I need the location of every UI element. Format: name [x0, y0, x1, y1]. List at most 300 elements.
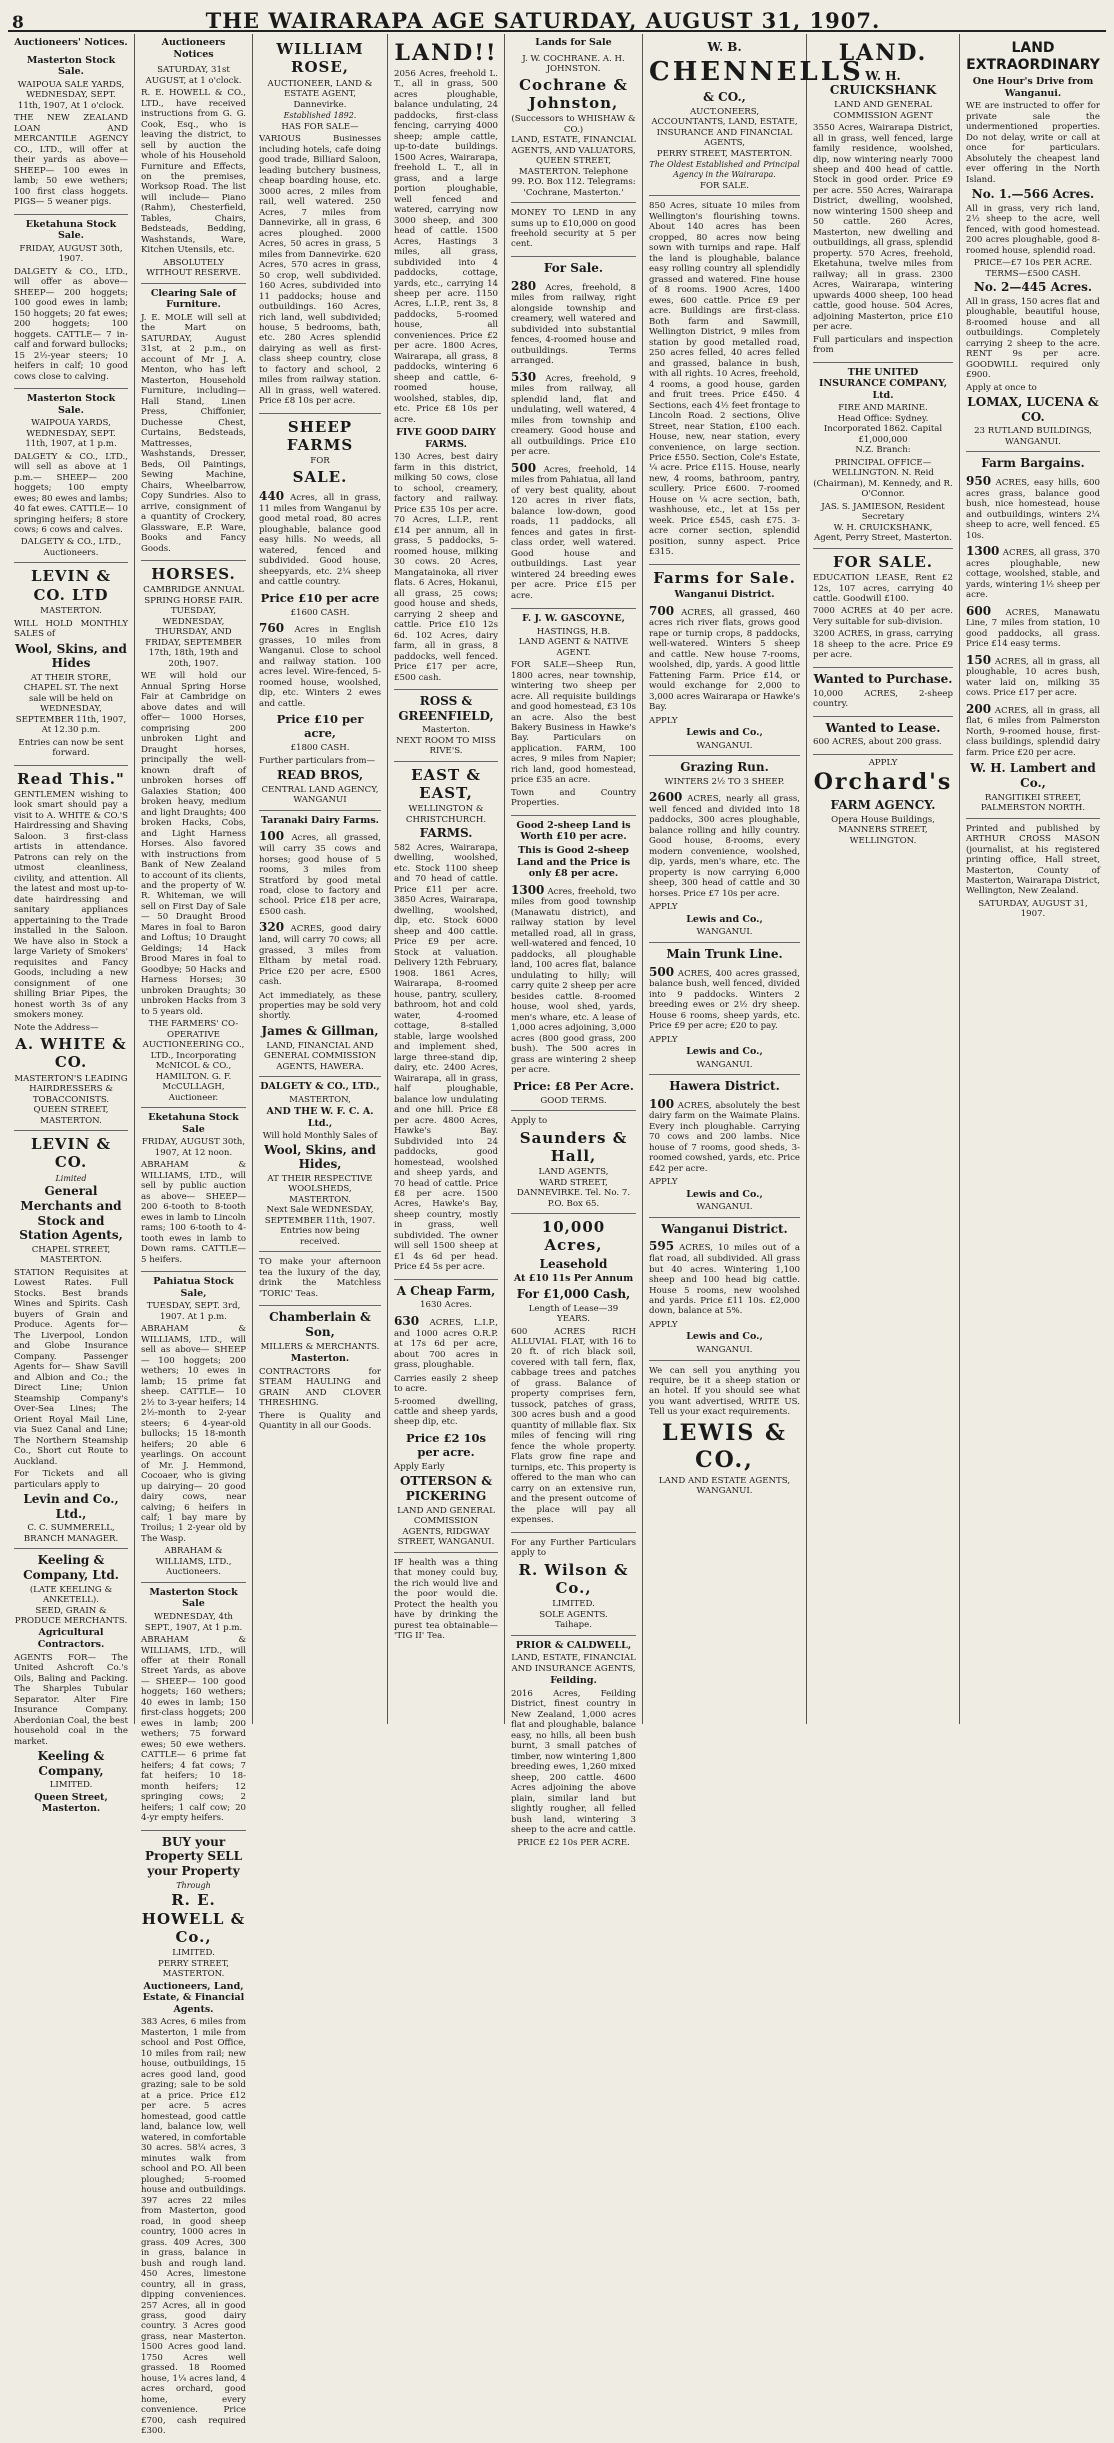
- ad-heading: LEVIN & CO. LTD: [30, 567, 112, 604]
- ad-title2: SALE.: [292, 467, 348, 486]
- ad-body: 3550 Acres, Wairarapa District, all in grass, well fenced, large family residence, woolshed, dip, now wintering nearly 7000 sheep and 400 head of cattle. Stock in good order. Price £9 per acre. 550 Acres, Wairarapa District, dwelling, woolshed, now wintering 1500 sheep and 50 cattle. 260 Acres, Masterton, new dwelling and outbuildings, all grass, splendid property. 570 Acres, freehold, Eketahuna, twelve miles from railway; all in grass. 2300 Acres, Wairarapa, wintering upwards 4000 sheep, 100 head cattle, good house. 504 Acres, adjoining Masterton, price £10 per acre.: [813, 123, 953, 333]
- ad-lead: General Merchants and Stock and Station Agents,: [19, 1184, 123, 1243]
- ad-address: QUEEN STREET, MASTERTON. Telephone 99. P.O. Box 112. Telegrams: 'Cochrane, Masterton.': [511, 156, 636, 198]
- ad-date: TUESDAY, WEDNESDAY, THURSDAY, AND FRIDAY, SEPTEMBER 17th, 18th, 19th and 20th, 1907.: [145, 606, 242, 669]
- ad-howell-furniture-sale: [141, 62, 246, 284]
- ad-address: WARD STREET, DANNEVIRKE. Tel. No. 7. P.O. Box 65.: [516, 1177, 631, 1209]
- ad-tig-tea: [394, 1553, 498, 1648]
- ad-lead: Auctioneers, Land, Estate, & Financial Agents.: [142, 1980, 245, 2015]
- ad-body: AT THEIR STORE, CHAPEL ST. The next sale will be held on WEDNESDAY, SEPTEMBER 11th, 1907, At 12.30 p.m.: [15, 672, 127, 736]
- ad-heading: THE UNITED INSURANCE COMPANY, Ltd.: [818, 366, 948, 401]
- ad-body: AGENTS FOR— The United Ashcroft Co.'s Oils, Baling and Packing. The Sharples Tubular Separator. Alter Fire Insurance Company. Aberdonian Coal, the best household coal in the market.: [14, 1652, 128, 1747]
- ad-body: ABRAHAM & WILLIAMS, LTD., will sell by public auction as above— SHEEP— 200 6-tooth to 8-tooth ewes in lamb to Lincoln rams; 100 6-tooth to 4-tooth ewes in lamb to Down rams. CATTLE— 5 heifers.: [141, 1160, 246, 1265]
- listing-text: ACRES, 400 acres grassed, balance bush, well fenced, divided into 9 paddocks. Winters 2 breeding ewes or 2½ dry sheep. House 6 rooms, sheep yards, etc. Price £9 per acre; £20 to pay.: [649, 968, 800, 1032]
- ad-note: For Tickets and all particulars apply to: [14, 1469, 128, 1490]
- listing: [259, 829, 381, 917]
- ad-note: NEXT ROOM TO MISS RIVE'S.: [396, 735, 496, 757]
- ad-chennells: [649, 36, 864, 196]
- ad-note: Town and Country Properties.: [511, 787, 636, 809]
- ad-masterton-stock-sale-dalgety: [14, 389, 128, 563]
- ad-address: WANGANUI.: [696, 1059, 753, 1070]
- ad-land-extraordinary: [966, 36, 1100, 452]
- ad-good-2-sheep-land: [511, 816, 636, 1111]
- ad-masterton-stock-sale-aw: [141, 1583, 246, 1831]
- listing: [649, 604, 800, 713]
- listing: [649, 1239, 800, 1317]
- ad-r-wilson: [511, 1533, 636, 1636]
- ad-heading: Eketahuna Stock Sale.: [25, 218, 117, 242]
- ad-heading: Taranaki Dairy Farms.: [261, 814, 379, 826]
- listing: [649, 790, 800, 899]
- ad-toric-tea: [259, 1252, 381, 1306]
- listing-text: ACRES, absolutely the best dairy farm on the Waimate Plains. Every inch ploughable. Carrying 70 cows and 200 lambs. Nice house of 7 rooms, good sheds, 3-roomed cowshed, yards, etc. Price £42 per acre.: [649, 1100, 800, 1174]
- ad-body: WE are instructed to offer for private sale the undermentioned properties. Do not delay, write or call at once for particulars. Absolutely the cheapest land ever offering in the North Island.: [966, 101, 1100, 185]
- listing-text: ACRES, all grass, 370 acres ploughable, new cottage, woolshed, stable, and yards, wintering 1½ sheep per acre.: [966, 548, 1101, 601]
- ad-address: Taihape.: [555, 1620, 592, 1631]
- ad-sub2: LIMITED.: [49, 1780, 93, 1791]
- ad-sub: Limited: [55, 1173, 87, 1183]
- ad-date: FRIDAY, AUGUST 30th, 1907, At 12 noon.: [141, 1137, 246, 1158]
- ad-read-this-white-co: [14, 766, 128, 1131]
- ad-cheap-farm: [394, 1280, 498, 1553]
- ad-body: THE NEW ZEALAND LOAN AND MERCANTILE AGENCY CO., LTD., will offer at their yards as above— SHEEP— 100 ewes in lamb; 50 ewe wethers; 100 first class hoggets. PIGS— 5 weaner pigs.: [14, 113, 128, 208]
- ad-address: QUEEN STREET, MASTERTON.: [33, 1105, 109, 1126]
- printer-imprint: [966, 819, 1100, 924]
- ad-heading: F. J. W. GASCOYNE,: [522, 613, 625, 625]
- ad-address: CENTRAL LAND AGENCY, WANGANUI: [261, 784, 379, 806]
- ad-sub: (LATE KEELING & ANKETELL).: [29, 1584, 113, 1606]
- ad-note: Entries now being received.: [280, 1226, 360, 1247]
- ad-gascoyne: [511, 609, 636, 816]
- ad-body: EDUCATION LEASE, Rent £2 12s, 107 acres, carrying 40 cattle. Goodwill £100.: [813, 573, 953, 604]
- ad-name2: AND THE W. F. C. A. Ltd.,: [266, 1106, 374, 1129]
- ad-address: Masterton.: [290, 1353, 350, 1365]
- listing: [649, 965, 800, 1032]
- ad-note: Apply at once to: [966, 382, 1037, 393]
- listing-acres: 500: [511, 460, 537, 475]
- ad-heading: Keeling & Company, Ltd.: [23, 1553, 119, 1582]
- ad-note: APPLY: [649, 1177, 678, 1188]
- ad-note: Note the Address—: [14, 1022, 99, 1033]
- ad-sub: (Successors to WHISHAW & CO.): [511, 114, 636, 135]
- ad-name: James & Gillman,: [261, 1023, 379, 1038]
- ad-note: Apply to: [511, 1116, 548, 1127]
- ad-note: The Oldest Established and Principal Agency in the Wairarapa.: [649, 160, 800, 180]
- ad-note: Carries easily 2 sheep to acre.: [394, 1373, 498, 1395]
- ad-body: 2056 Acres, freehold L. T., all in grass, 500 acres ploughable, balance undulating, 24 paddocks, first-class fencing, carrying 4000 sheep; ample cattle, up-to-date buildings. 1500 Acres, Wairarapa, freehold L. T., all in grass, and a large portion ploughable, well fenced and watered, carrying now 3000 sheep, and 300 head of cattle. 1500 Acres, Hastings 3 miles, all grass, subdivided into 4 paddocks, cottage, yards, etc., carrying 14 sheep per acre. 1150 Acres, L.I.P., rent 3s, 8 paddocks, 5-roomed house, all conveniences. Price £2 per acre. 1800 Acres, Wairarapa, all grass, 8 paddocks, wintering 6 sheep and cattle, 6-roomed house, woolshed, stables, dip, etc. Price £8 10s per acre.: [394, 68, 498, 425]
- ad-sub: LAND, ESTATE, FINANCIAL AND INSURANCE AGENTS,: [511, 1653, 636, 1674]
- listing-acres: 200: [966, 701, 992, 716]
- ad-united-insurance: [813, 363, 953, 549]
- ad-heading: EAST & EAST,: [411, 765, 481, 803]
- listing-acres: 595: [649, 1239, 675, 1254]
- ad-name: Lewis and Co.,: [686, 1188, 763, 1200]
- listing-acres: 440: [259, 489, 285, 504]
- ad-name: W. H. CRUICKSHANK,: [833, 522, 933, 533]
- ad-farm-bargains: [966, 452, 1100, 818]
- ad-wanted-to-lease: [813, 717, 953, 755]
- ad-address: LAND AND GENERAL COMMISSION AGENTS, RIDGWAY STREET, WANGANUI.: [397, 1505, 495, 1548]
- ad-note: APPLY: [649, 902, 678, 913]
- ad-address: PALMERSTON NORTH.: [980, 803, 1086, 814]
- ad-lead: AUCT.ONEERS,: [689, 106, 760, 117]
- ad-sub: Wanganui District.: [674, 589, 775, 601]
- ad-note: APPLY: [649, 1034, 678, 1045]
- ad-ross-greenfield: [394, 690, 498, 762]
- ad-date: WAIPOUA YARDS, WEDNESDAY, SEPT. 11th, 1907, at 1 p.m.: [25, 418, 117, 450]
- ad-lewis-co: [649, 1361, 800, 1501]
- listing: [511, 279, 636, 367]
- ad-heading: Farms for Sale.: [653, 568, 796, 587]
- ad-sub: WINTERS 2½ TO 3 SHEEP.: [664, 776, 785, 787]
- ad-lead: Wool, Skins, and Hides: [15, 641, 127, 671]
- ad-sub2: LIMITED.: [172, 1948, 215, 1959]
- ad-sub: This is Good 2-sheep Land and the Price is only £8 per acre.: [516, 845, 631, 880]
- ad-signature: JAS. S. JAMIESON, Resident Secretary: [821, 501, 945, 523]
- listing-text: ACRES, all in grass, all ploughable, 10 acres bush, water laid on, milking 35 cows. Price £17 per acre.: [966, 656, 1100, 699]
- ad-place: MASTERTON.: [40, 606, 102, 617]
- ad-heading: Chamberlain & Son,: [269, 1310, 371, 1339]
- listing: [966, 702, 1100, 759]
- listing-text: Acres, freehold, 14 miles from Pahiatua, all land of very best quality, about 120 acres in river flats, balance low-down, good roads, 11 paddocks, all fences and gates in first-class order, well watered. Good house and outbuildings. Last year wintered 24 breeding ewes per acre. Price £15 per acre.: [511, 464, 636, 601]
- ad-body: ABRAHAM & WILLIAMS, LTD., will sell as above— SHEEP— 100 hoggets; 200 wethers; 10 ewes in lamb; 15 prime fat sheep. CATTLE— 10 2½ to 3-year heifers; 14 2½-month to 2-year steers; 6 4-year-old bullocks; 15 18-month heifers; 20 able 6 yearlings. On account of Mr. J. Hemmond, Cocoaer, who is giving up dairying— 20 good dairy cows, near calving; 6 heifers in calf; 1 bay mare by Troilus; 1 2-year old by The Wasp.: [141, 1324, 246, 1544]
- ad-lead: SEED, GRAIN & PRODUCE MERCHANTS.: [14, 1605, 128, 1626]
- ad-name: Levin and Co., Ltd.,: [23, 1492, 119, 1521]
- ad-note: APPLY: [649, 1319, 678, 1330]
- ad-masterton-stock-sale-nzlma: [14, 51, 128, 215]
- ad-heading: 10,000 Acres,: [541, 1218, 606, 1255]
- ad-note2: Apply Early: [394, 1461, 445, 1472]
- listing-acres: 600: [966, 603, 992, 618]
- ad-body: GENTLEMEN wishing to look smart should pay a visit to A. WHITE & CO.'S Hairdressing and Shaving Saloon. 3 first-class artists in attendance. Patrons can rely on the utmost cleanliness, civility, and attention. All the latest and most up-to-date hairdressing and sanitary appliances appertaining to the Trade installed in the Saloon. We have also in Stock a large Variety of Smokers' requisites and Fancy Goods, including a new consignment of one shilling Briar Pipes, the honest worth 3s of any smokers money.: [14, 789, 128, 1021]
- ad-price: Price £10 per acre: [260, 590, 380, 605]
- ad-address: Feilding.: [550, 1675, 597, 1687]
- ad-price: Price £10 per acre,: [276, 712, 364, 741]
- ad-name: W. H. Lambert and Co.,: [970, 761, 1096, 790]
- ad-note: For any Further Particulars apply to: [511, 1537, 636, 1559]
- ad-sub: LAND AGENTS,: [538, 1167, 609, 1178]
- ad-heading: LAND.: [838, 40, 928, 66]
- ad-body: STATION Requisites at Lowest Rates. Full Stocks. Best brands Wines and Spirits. Cash buyers of Grain and Produce. Agents for— The Liverpool, London and Globe Insurance Company. Passenger Agents for— Shaw Savill and Albion and Co.; the Direct Line; Union Steamship Company's Over-Sea Lines; The Orient Royal Mail Line, via Suez Canal and Line; The Northern Steamship Co., Short cut Route to Auckland.: [14, 1267, 128, 1467]
- ad-body: 383 Acres, 6 miles from Masterton, 1 mile from school and Post Office, 10 miles from rail; new house, outbuildings, 15 acres good land, good grazing; sale to be sold at a price. Price £12 per acre. 5 acres homestead, good cattle land, balance low, well watered, in comfortable 30 acres. 58¼ acres, 3 minutes walk from school and P.O. All been ploughed; 5-roomed house and outbuildings. 397 acres 22 miles from Masterton, good road, in good sheep country, 1000 acres in grass. 409 Acres, 300 in grass, balance in bush and rough land. 450 Acres, limestone country, all in grass, dipping conveniences. 257 Acres, all in good grass, good dairy country. 3 Acres good grass, near Masterton. 1500 Acres good land. 1750 Acres well grassed. 18 Roomed house, 1¼ acres land, 4 acres orchard, good home, every convenience. Price £700, cash required £300.: [141, 2017, 246, 2437]
- listing-text: ACRES, all grassed, 460 acres rich river flats, grows good rape or turnip crops, 8 paddocks, well-watered. Winters 5 sheep and cattle. New house 7-rooms, woolshed, dip, yards. A good little Fattening Farm. Price £14, or would exchange for 2,000 to 3,000 acres Wairarapa or Hawke's Bay.: [649, 607, 801, 713]
- ad-sub: AUCTIONEER, LAND & ESTATE AGENT, Dannevirke.: [267, 78, 373, 110]
- ad-dalgety-wool-sales: [259, 1077, 381, 1252]
- ad-sub: WELLINGTON & CHRISTCHURCH.: [405, 804, 487, 825]
- ad-body: 600 ACRES RICH ALLUVIAL FLAT, with 16 to 20 ft. of rich black soil, covered with tall fern, flax, cabbage trees and patches of grass. Balance of property comprises fern, tussock, patches of grass, 300 acres bush and a good quantity of millable flax. Six miles of fencing will ring fence the whole property. Flats grow fine rape and turnips, etc. This property is offered to the man who can carry on an extensive run, and the present outcome of the place will pay all expenses.: [511, 1326, 636, 1526]
- ad-sub: HASTINGS, H.B.: [536, 626, 611, 637]
- listing-acres: 630: [394, 1313, 420, 1328]
- imprint-date: SATURDAY, AUGUST 31, 1907.: [978, 898, 1088, 920]
- column-3: [253, 34, 388, 1724]
- ad-date: SATURDAY, 31st AUGUST, at 1 o'clock.: [145, 65, 242, 86]
- ad-body: We can sell you anything you require, be it a sheep station or an hotel. If you should see what you want advertised, WRITE US. Tell us your exact requirements.: [649, 1365, 800, 1418]
- ad-price: For £1,000 Cash,: [516, 1286, 631, 1301]
- ad-saunders-hall: [511, 1111, 636, 1214]
- ad-body: WE will hold our Annual Spring Horse Fair at Cambridge on above dates and will offer— 1000 Horses, comprising 200 unbroken Light and Draught horses, principally the well-known draft of unbroken horses off Galaxies Station; 400 broken heavy, medium and light Draughts; 400 broken Hacks, Cobs, and Light Harness Horses. Also favored with instructions from Bank of New Zealand to account of its clients, and the property of W. R. Whiteman, we will sell on First Day of Sale— 50 Draught Brood Mares in foal to Baron and Loftus; 10 Draught Geldings; 14 Hack Brood Mares in foal to Goodbye; 50 Hacks and Harness Horses; 30 unbroken Draughts; 30 unbroken Hacks from 3 to 5 years old.: [141, 671, 246, 1017]
- ad-keeling-company: [14, 1549, 128, 1821]
- ad-heading: LAND!!: [394, 40, 498, 66]
- ad-date: WAIPOUA SALE YARDS, WEDNESDAY, SEPT. 11th, 1907, At 1 o'clock.: [17, 79, 125, 111]
- column-4: [388, 34, 505, 1724]
- ad-address: WANGANUI.: [696, 1345, 753, 1356]
- ad-name: LEWIS & CO.,: [662, 1419, 787, 1473]
- listing-text: ACRES, all in grass, all flat, 6 miles from Palmerston North, 9-roomed house, first-class buildings, splendid dairy farm. Price £20 per acre.: [966, 705, 1100, 758]
- ad-heading: Masterton Stock Sale.: [26, 54, 116, 78]
- ad-body: CONTRACTORS for STEAM HAULING and GRAIN AND CLOVER THRESHING.: [259, 1366, 381, 1409]
- listing-acres: 150: [966, 652, 992, 667]
- ad-initials: W. B.: [707, 40, 742, 54]
- ad-name: READ BROS,: [277, 768, 363, 783]
- ad-address: Queen Street, Masterton.: [34, 1791, 108, 1815]
- column-8: [960, 34, 1106, 1724]
- ad-sub: FIRE AND MARINE.: [838, 403, 928, 414]
- ad-10000-acres: [511, 1214, 636, 1533]
- ad-body: 10,000 ACRES, 2-sheep country.: [813, 688, 953, 710]
- listing-acres: 1300: [966, 544, 1000, 559]
- imprint-text: Printed and published by ARTHUR CROSS MASON (journalist, at his registered printing office, Hall street, Masterton, County of Masterton, Wairarapa District, Wellington, New Zealand.: [966, 823, 1100, 897]
- ad-address: Head Office: Sydney. Incorporated 1862. Capital £1,000,000: [823, 413, 943, 445]
- ad-prior-caldwell: [511, 1636, 636, 1852]
- ad-sheep-farms: [259, 414, 381, 811]
- ad-date: WEDNESDAY, 4th SEPT., 1907, At 1 p.m.: [144, 1612, 243, 1633]
- ad-body3: 3200 ACRES, in grass, carrying 18 sheep to the acre. Price £9 per acre.: [813, 629, 953, 661]
- ad-address: WANGANUI.: [696, 740, 753, 751]
- listing-acres: 2600: [649, 790, 683, 805]
- ad-note: Act immediately, as these properties may be sold very shortly.: [259, 990, 381, 1022]
- ad-name: Keeling & Company,: [37, 1748, 105, 1778]
- ad-note: Entries can now be sent forward.: [18, 737, 124, 759]
- ad-taranaki-dairy-farms: [259, 811, 381, 1077]
- ad-heading: HORSES.: [151, 565, 236, 584]
- ad-farms-for-sale: [649, 565, 800, 756]
- ad-heading: Grazing Run.: [680, 760, 769, 775]
- listing-acres: 700: [649, 603, 675, 618]
- ad-name: Lewis and Co.,: [686, 913, 763, 925]
- ad-note: APPLY: [868, 757, 898, 768]
- ad-price: Price £2 10s per acre.: [406, 1430, 486, 1459]
- ad-price: Price: £8 Per Acre.: [513, 1078, 634, 1093]
- ad-address: PERRY STREET, MASTERTON.: [656, 148, 793, 159]
- ad-clearing-sale-furniture: [141, 284, 246, 561]
- listing-text: Acres, freehold, 8 miles from railway, right alongside township and creamery, well watered and subdivided into substantial fences, 4-roomed house and outbuildings. Terms arranged.: [511, 282, 637, 367]
- ad-sub: FIVE GOOD DAIRY FARMS.: [396, 427, 496, 450]
- listing-text: ACRES, L.I.P., and 1000 acres O.R.P. at 17s 6d per acre, about 700 acres in grass, ploughable.: [394, 1317, 498, 1371]
- ad-wanted-to-purchase: [813, 668, 953, 717]
- page-number: 8: [12, 13, 24, 33]
- section-heading: Auctioneers' Notices.: [14, 37, 128, 48]
- ad-main-trunk-line: [649, 943, 800, 1075]
- ad-heading: Masterton Stock Sale: [149, 1586, 238, 1610]
- ad-heading: DALGETY & CO., LTD.,: [260, 1081, 380, 1093]
- column-1: [8, 34, 135, 1815]
- ad-sub: FARM AGENCY.: [830, 797, 936, 812]
- listing-acres: 760: [259, 621, 285, 636]
- listing-text: Acres, all grassed, will carry 35 cows and horses; good house of 5 rooms, 3 miles from Stratford by good metal road, close to factory and school. Price £18 per acre, £500 cash.: [259, 833, 382, 917]
- ad-address: 23 RUTLAND BUILDINGS, WANGANUI.: [974, 426, 1092, 447]
- ad-heading: Wanganui District.: [661, 1221, 788, 1236]
- ad-address: AT THEIR RESPECTIVE WOOLSHEDS, MASTERTON.: [267, 1173, 373, 1205]
- ad-signature: DALGETY & CO., LTD., Auctioneers.: [20, 537, 122, 558]
- listing: [966, 544, 1100, 601]
- ad-date: TUESDAY, SEPT. 3rd, 1907. At 1 p.m.: [146, 1301, 241, 1322]
- ad-signature: THE FARMERS' CO-OPERATIVE AUCTIONEERING CO., LTD., Incorporating McNICOL & CO., HAMILTON. G. F. McCULLAGH, Auctioneer.: [142, 1019, 245, 1103]
- listing: [649, 1097, 800, 1175]
- listing-text: ACRES, 10 miles out of a flat road, all subdivided. All grass but 40 acres. Wintering 1,100 sheep and 100 head big cattle. House 5 rooms, new woolshed and yards. Price £11 10s. £2,000 down, balance at 5%.: [649, 1243, 800, 1317]
- ad-wanganui-district: [649, 1218, 800, 1361]
- listing-acres: 530: [511, 369, 537, 384]
- listing-acres: 500: [649, 964, 675, 979]
- ad-title2: Agricultural Contractors.: [37, 1627, 105, 1651]
- listing-text: ACRES, easy hills, 600 acres grass, balance good bush, nice homestead, house and outbuildings, winters 2¼ sheep to acre, well fenced. £5 10s.: [966, 478, 1100, 541]
- ad-name: OTTERSON & PICKERING: [399, 1474, 493, 1504]
- ad-sub: LAND AND ESTATE AGENTS,: [658, 1475, 791, 1486]
- ad-title2: FARMS.: [419, 826, 473, 841]
- ad-address: Opera House Buildings, MANNERS STREET, WELLINGTON.: [831, 814, 935, 846]
- ad-note: Further particulars from—: [259, 755, 376, 766]
- ad-heading: Clearing Sale of Furniture.: [150, 287, 237, 311]
- ad-heading: Cochrane & Johnston,: [519, 75, 628, 112]
- ad-signature: C. C. SUMMERELL, BRANCH MANAGER.: [23, 1523, 119, 1544]
- ad-name: Lewis and Co.,: [686, 1046, 763, 1058]
- ad-cruickshank-land: [813, 36, 953, 363]
- ad-heading: FOR SALE.: [832, 552, 934, 571]
- ad-date: Next Sale WEDNESDAY, SEPTEMBER 11th, 1907.: [264, 1205, 376, 1226]
- ad-lead: LAND AGENT & NATIVE AGENT.: [518, 637, 629, 658]
- ad-heading: Read This.": [17, 769, 125, 788]
- listing-text: Acres, freehold, two miles from good township (Manawatu district), and railway station by level metalled road, all in grass, well-watered and fenced, 10 paddocks, all ploughable land, 100 acres flat, balance undulating to hilly; will carry quite 2 sheep per acre besides cattle. 8-roomed house, wool shed, yards, men's whare, etc. A lease of 1,000 acres adjoining, 3,000 acres (800 good grass, 200 bush). The 500 acres in grass are wintering 2 sheep per acre.: [511, 886, 637, 1076]
- listing-acres: 950: [966, 474, 992, 489]
- ad-body2: 7000 ACRES at 40 per acre. Very suitable for sub-division.: [813, 606, 953, 627]
- column-6: [643, 34, 864, 1724]
- ad-body3: All in grass, 150 acres flat and ploughable, beautiful house, 8-roomed house and all outbuildings. Completely carrying 2 sheep to the acre. RENT 9s per acre. GOODWILL required only £900.: [966, 296, 1100, 381]
- ad-name: Lewis and Co.,: [686, 1331, 763, 1343]
- listing: [966, 604, 1100, 650]
- ad-heading: LAND EXTRAORDINARY: [966, 40, 1100, 74]
- ad-note: HAS FOR SALE—: [281, 121, 359, 132]
- ad-names: J. W. COCHRANE. A. H. JOHNSTON.: [522, 53, 625, 75]
- listing: [511, 883, 636, 1076]
- listing: [966, 653, 1100, 699]
- ad-name: R. E. HOWELL & Co.,: [141, 1891, 246, 1946]
- ad-sub: & CO.,: [703, 90, 746, 105]
- ad-heading: Wanted to Lease.: [825, 720, 941, 735]
- ad-lead: Wool, Skins, and Hides,: [264, 1142, 376, 1172]
- ad-sub: CAMBRIDGE ANNUAL SPRING HORSE FAIR.: [143, 585, 244, 606]
- ad-signature: ABRAHAM & WILLIAMS, LTD., Auctioneers.: [155, 1546, 232, 1578]
- ad-for-sale-cochrane: [511, 257, 636, 609]
- ad-lead: LAND, ESTATE, FINANCIAL AGENTS, AND VALUATORS,: [511, 135, 636, 156]
- ad-william-rose: [259, 36, 381, 414]
- listing-text: Acres, all in grass, 11 miles from Wanganui by good metal road, 80 acres ploughable, balance good easy hills. No weeds, all watered, fenced and subdivided. Good house, sheepyards, etc. 2¼ sheep and cattle country.: [259, 493, 382, 588]
- ad-note: Length of Lease—39 YEARS.: [528, 1303, 619, 1325]
- ad-body: J. E. MOLE will sell at the Mart on SATURDAY, August 31st, at 2 p.m., on account of Mr J. A. Menton, who has left Masterton, Household Furniture, including— Hall Stand, Linen Press, Chiffonier, Duchesse Chest, Curtains, Bedsteads, Mattresses, Washstands, Dresser, Beds, Oil Paintings, Sewing Machine, Chairs, Wheelbarrow, Copy Sundries. Also to arrive, consignment of a quantity of Crockery, Glassware, E.P. Ware, Books and Fancy Goods.: [141, 313, 246, 554]
- ad-body: MONEY TO LEND in any sums up to £10,000 on good freehold security at 5 per cent.: [511, 208, 636, 250]
- ad-grazing-run: [649, 756, 800, 943]
- ad-body: Will hold Monthly Sales of: [262, 1131, 378, 1142]
- ad-sub: Leasehold: [539, 1256, 608, 1271]
- ad-cash: £1800 CASH.: [290, 743, 350, 754]
- ad-title2: No. 1.—566 Acres.: [971, 187, 1095, 202]
- section-heading: Lands for Sale: [535, 37, 612, 48]
- ad-heading: PRIOR & CALDWELL,: [515, 1639, 632, 1651]
- ad-body: ACCOUNTANTS, LAND, ESTATE, INSURANCE AND FINANCIAL AGENTS,: [651, 117, 798, 149]
- ad-address: Masterton.: [422, 725, 470, 736]
- ad-address: LAND, FINANCIAL AND GENERAL COMMISSION AGENTS, HAWERA.: [263, 1040, 377, 1072]
- ad-name: Saunders & Hall,: [519, 1128, 628, 1165]
- ad-sub: MASTERTON,: [289, 1094, 351, 1105]
- ad-body: 5-roomed dwelling, cattle and sheep yards, sheep dip, etc.: [394, 1396, 498, 1428]
- listing: [259, 489, 381, 588]
- listing: [394, 1314, 498, 1371]
- listing: [966, 474, 1100, 541]
- ad-body: IF health was a thing that money could buy, the rich would live and the poor would die. Protect the health you have by drinking the purest tea obtainable— 'TIG II' Tea.: [394, 1557, 498, 1642]
- ad-heading: Good 2-sheep Land is Worth £10 per acre.: [516, 819, 631, 843]
- ad-note: ABSOLUTELY WITHOUT RESERVE.: [146, 257, 241, 279]
- ad-sub: 1630 Acres.: [420, 1300, 472, 1311]
- ad-body: PRINCIPAL OFFICE—WELLINGTON. N. Reid (Chairman), M. Kennedy, and R. O'Connor.: [813, 457, 953, 500]
- ad-heading: Hawera District.: [669, 1079, 780, 1094]
- listing-text: Acres in English grasses, 10 miles from Wanganui. Close to school and railway station. 100 acres level. Wire-fenced, 5-roomed house, woolshed, dip, etc. Winters 2 ewes and cattle.: [259, 625, 382, 709]
- ad-body: 850 Acres, situate 10 miles from Wellington's flourishing towns. About 140 acres has been cropped, 80 acres now being sown with turnips and rape. Half the land is ploughable, balance easy rolling country all splendidly grassed and watered. Fine house of 8 rooms. 1900 Acres, 1400 ewes, 600 cattle. Price £9 per acre. Buildings are first-class. Both farm and Sawmill, Wellington District, 9 miles from station by good metalled road, 250 acres felled, 40 acres felled and grassed, balance in bush, with all rights. 10 Acres, freehold, 4 rooms, a good house, garden and fruit trees. Price £450. 4 Sections, each 4½ feet frontage to Lincoln Road. 2 sections, Olive Street, near Station, £100 each. House, new, near station, every convenience, on large section. Price £550. Section, Cole's Estate, ¼ acre. Price £115. House, nearly new, 4 rooms, bathroom, pantry, scullery. Price £600. 7-roomed House on ¼ acre section, bath, washhouse, etc., let at 15s per week. Price £545, cash £75. 3-acre corner section, splendid position, sunny aspect. Price £315.: [649, 201, 800, 558]
- ad-heading: Wanted to Purchase.: [813, 671, 953, 686]
- ad-body: R. E. HOWELL & CO., LTD., have received instructions from G. G. Cook, Esq., who is leaving the district, to sell by auction the whole of his Household Furniture and Effects, on the premises, Worksop Road. The list will include— Piano (Rahm), Chesterfield, Tables, Chairs, Bedsteads, Bedding, Washstands, Ware, Kitchen Utensils, etc.: [141, 88, 246, 256]
- listing-text: ACRES, good dairy land, will carry 70 cows; all grassed, 3 miles from Eltham by metal road. Price £20 per acre, £500 cash.: [259, 924, 381, 988]
- ad-address: WANGANUI.: [696, 1202, 753, 1213]
- listing: [511, 461, 636, 601]
- ad-body: FOR SALE—Sheep Run, 1800 acres, near township, wintering two sheep per acre. All requisite buildings and good homestead, £3 10s an acre. Also the best Bakery Business in Hawke's Bay. Particulars on application. FARM, 100 acres, 9 miles from Napier; rich land, good homestead, price £35 an acre.: [511, 660, 636, 786]
- ad-body2: All in grass, very rich land, 2½ sheep to the acre, well fenced, with good homestead. 200 acres ploughable, good 8-roomed house, splendid road.: [966, 203, 1100, 256]
- ad-heading: SHEEP FARMS: [286, 417, 354, 455]
- listing-acres: 1300: [511, 882, 545, 897]
- ad-heading: CHENNELLS: [649, 56, 864, 87]
- ad-land: [394, 36, 498, 690]
- ad-sub: LIMITED.: [552, 1599, 595, 1610]
- ad-sub: Through: [176, 1880, 211, 1890]
- ad-east-east: [394, 762, 498, 1280]
- listing-text: ACRES, Manawatu Line, 7 miles from station, 10 good paddocks, all grass. Price £14 easy terms.: [966, 607, 1101, 650]
- ad-established: Established 1892.: [283, 111, 357, 121]
- ad-name: Lewis and Co.,: [686, 727, 763, 739]
- ad-address: CHAPEL STREET, MASTERTON.: [31, 1244, 111, 1266]
- ad-money-to-lend: [511, 203, 636, 257]
- ad-title3: No. 2—445 Acres.: [973, 280, 1093, 295]
- ad-orchards-farm-agency: [813, 755, 953, 850]
- ad-address2: Agent, Perry Street, Masterton.: [814, 533, 952, 544]
- ad-heading: Main Trunk Line.: [666, 946, 783, 961]
- ad-sub: FOR: [310, 456, 330, 467]
- ad-body: TO make your afternoon tea the luxury of the day, drink the Matchless 'TORIC' Teas.: [259, 1257, 381, 1299]
- ad-heading: BUY your Property SELL your Property: [144, 1834, 243, 1878]
- ad-eketahuna-stock-sale-aw: [141, 1108, 246, 1272]
- ad-chamberlain-son: [259, 1306, 381, 1437]
- ad-address: WANGANUI.: [696, 1486, 753, 1497]
- ad-address: WANGANUI.: [696, 927, 753, 938]
- listing-acres: 100: [649, 1096, 675, 1111]
- newspaper-title: THE WAIRARAPA AGE SATURDAY, AUGUST 31, 1907.: [205, 8, 881, 33]
- ad-intro: WILL HOLD MONTHLY SALES of: [14, 618, 128, 640]
- ad-price: PRICE—£7 10s PER ACRE. TERMS—£500 CASH.: [973, 258, 1093, 279]
- ad-name: LOMAX, LUCENA & CO.: [967, 395, 1099, 424]
- ad-for-sale-orchard: [813, 549, 953, 668]
- ad-lead: N.Z. Branch:: [855, 445, 911, 456]
- listing: [511, 370, 636, 458]
- ad-body2: 130 Acres, best dairy farm in this district, milking 50 cows, close to school, creamery, factory and railway. Price £35 10s per acre. 70 Acres, L.I.P., rent £14 per annum, all in grass, 5 paddocks, 5-roomed house, milking 30 cows. 20 Acres, Mangatainoka, all river flats. 6 Acres, Hokanui, all grass, 25 cows; good house and sheds, carrying 2 sheep and cattle. Price £10 12s 6d. 102 Acres, dairy farm, all in grass, 8 paddocks, well fenced. Price £17 per acre, £500 cash.: [394, 452, 498, 683]
- ad-heading: Masterton Stock Sale.: [26, 393, 116, 416]
- ad-body: 582 Acres, Wairarapa, dwelling, woolshed, etc. Stock 1100 sheep and 70 head of cattle. Price £11 per acre. 3850 Acres, Wairarapa, dwelling, woolshed, dip, etc. Stock 6000 sheep and 400 cattle. Price £9 per acre. Stock at valuation. Delivery 12th February, 1908. 1861 Acres, Wairarapa, 8-roomed house, pantry, scullery, bathroom, hot and cold water, 4-roomed cottage, 8-stalled stable, large woolshed and implement shed, large three-stand dip, dairy, etc. 2400 Acres, Wairarapa, all in grass, half ploughable, balance low undulating and one hill. Price £8 per acre. 4800 Acres, Hawke's Bay. Subdivided into 24 paddocks, good homestead, woolshed and sheep yards, and 70 head of cattle. Price £8 per acre. 1500 Acres, Hawke's Bay, sheep country, mostly in grass, well subdivided. The owner will sell 1500 sheep at £1 4s 6d per head. Price £4 5s per acre.: [394, 843, 498, 1273]
- listing-acres: 320: [259, 920, 285, 935]
- listing-text: Acres, freehold, 9 miles from railway, all splendid land, flat and undulating, well watered, 4 miles from township and creamery. Good house and all outbuildings. Price £10 per acre.: [511, 373, 637, 458]
